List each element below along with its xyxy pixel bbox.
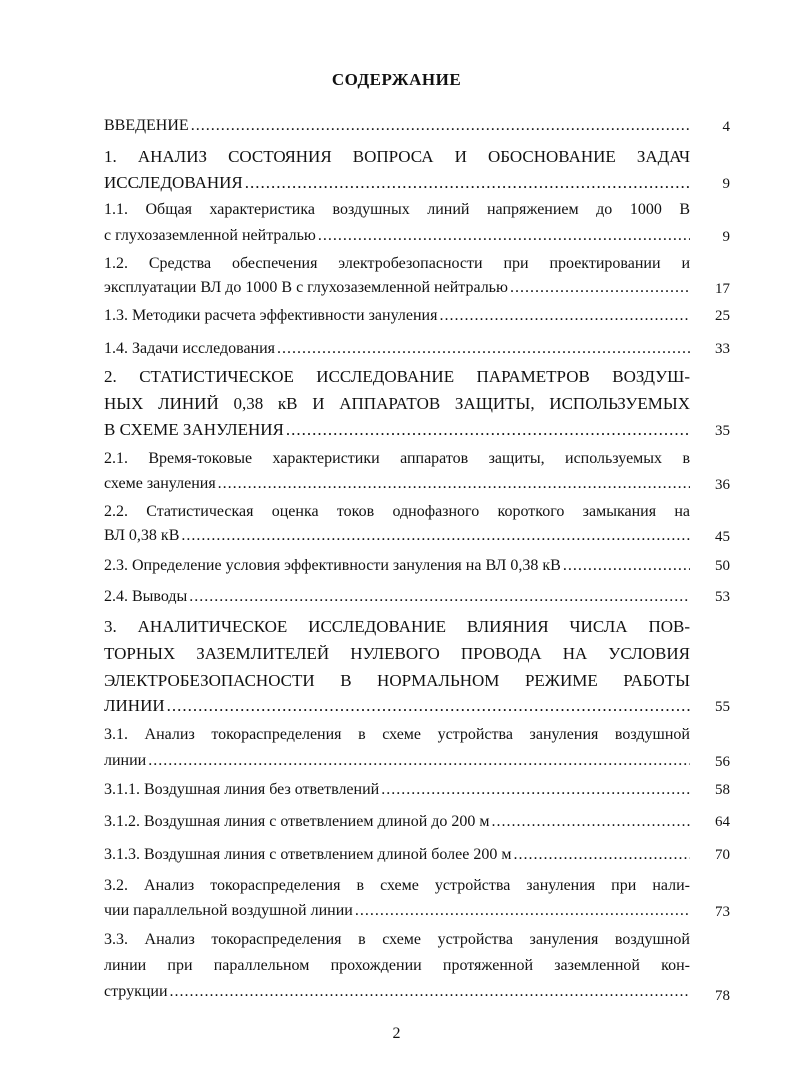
- toc-entry-chapter-3-cont: ЛИНИИ .....: [104, 697, 690, 715]
- toc-page-number: 4: [722, 119, 730, 135]
- toc-page-number: 73: [715, 904, 730, 920]
- leader-dots: [181, 527, 690, 545]
- toc-entry-3-3-cont: линии при параллельном прохождении протяженной заземленной кон-: [104, 957, 690, 974]
- leader-dots: [563, 557, 690, 575]
- leader-dots: [318, 227, 690, 245]
- leader-dots: [218, 475, 690, 493]
- toc-entry-1-1: 1.1. Общая характеристика воздушных линий напряжением до 1000 В: [104, 201, 690, 218]
- toc-page-number: 64: [715, 814, 730, 830]
- toc-entry-3-1-1: 3.1.1. Воздушная линия без ответвлений .....: [104, 781, 690, 799]
- toc-page-number: 9: [722, 176, 730, 192]
- toc-page-number: 17: [715, 281, 730, 297]
- toc-page-number: 78: [715, 988, 730, 1004]
- toc-page-number: 70: [715, 847, 730, 863]
- toc-page-number: 35: [715, 423, 730, 439]
- toc-entry-2-2: 2.2. Статистическая оценка токов однофазного короткого замыкания на: [104, 503, 690, 520]
- toc-entry-3-1: 3.1. Анализ токораспределения в схеме устройства зануления воздушной: [104, 726, 690, 743]
- toc-page-number: 33: [715, 341, 730, 357]
- page-number: 2: [392, 1025, 401, 1042]
- leader-dots: [148, 752, 690, 770]
- leader-dots: [191, 117, 690, 135]
- page-title: СОДЕРЖАНИЕ: [331, 70, 462, 89]
- toc-entry-1-4: 1.4. Задачи исследования .....: [104, 340, 690, 358]
- toc-page-number: 53: [715, 589, 730, 605]
- toc-page-number: 55: [715, 699, 730, 715]
- toc-page-number: 9: [722, 229, 730, 245]
- toc-entry-chapter-3: 3. АНАЛИТИЧЕСКОЕ ИССЛЕДОВАНИЕ ВЛИЯНИЯ ЧИСЛА ПОВ-: [104, 618, 690, 636]
- leader-dots: [167, 697, 690, 715]
- toc-entry-chapter-3-cont: ТОРНЫХ ЗАЗЕМЛИТЕЛЕЙ НУЛЕВОГО ПРОВОДА НА УСЛОВИЯ: [104, 645, 690, 663]
- leader-dots: [245, 174, 690, 192]
- toc-entry-3-2: 3.2. Анализ токораспределения в схеме устройства зануления при нали-: [104, 877, 690, 894]
- leader-dots: [170, 983, 690, 1001]
- toc-entry-2-2-cont: ВЛ 0,38 кВ .....: [104, 527, 690, 545]
- toc-entry-3-1-cont: линии .....: [104, 752, 690, 770]
- toc-entry-1-2-cont: эксплуатации ВЛ до 1000 В с глухозаземленной нейтралью .....: [104, 279, 690, 297]
- toc-page-number: 36: [715, 477, 730, 493]
- toc-entry-3-2-cont: чии параллельной воздушной линии .....: [104, 902, 690, 920]
- toc-entry-3-3: 3.3. Анализ токораспределения в схеме устройства зануления воздушной: [104, 931, 690, 948]
- toc-entry-chapter-1: 1. АНАЛИЗ СОСТОЯНИЯ ВОПРОСА И ОБОСНОВАНИЕ ЗАДАЧ: [104, 148, 690, 166]
- toc-entry-chapter-3-cont: ЭЛЕКТРОБЕЗОПАСНОСТИ В НОРМАЛЬНОМ РЕЖИМЕ РАБОТЫ: [104, 672, 690, 690]
- toc-entry-2-3: 2.3. Определение условия эффективности зануления на ВЛ 0,38 кВ .....: [104, 557, 690, 575]
- toc-entry-1-3: 1.3. Методики расчета эффективности зануления .....: [104, 307, 690, 325]
- toc-entry-1-2: 1.2. Средства обеспечения электробезопасности при проектировании и: [104, 255, 690, 272]
- leader-dots: [514, 846, 691, 864]
- toc-page-number: 56: [715, 754, 730, 770]
- toc-entry-2-1-cont: схеме зануления .....: [104, 475, 690, 493]
- toc-entry-3-1-2: 3.1.2. Воздушная линия с ответвлением длиной до 200 м .....: [104, 813, 690, 831]
- toc-entry-chapter-2-cont: НЫХ ЛИНИЙ 0,38 кВ И АППАРАТОВ ЗАЩИТЫ, ИСПОЛЬЗУЕМЫХ: [104, 395, 690, 413]
- toc-page-number: 25: [715, 308, 730, 324]
- toc-entry-chapter-2-cont: В СХЕМЕ ЗАНУЛЕНИЯ .....: [104, 421, 690, 439]
- leader-dots: [355, 902, 690, 920]
- leader-dots: [189, 588, 690, 606]
- toc-entry-2-1: 2.1. Время-токовые характеристики аппаратов защиты, используемых в: [104, 450, 690, 467]
- leader-dots: [510, 279, 690, 297]
- leader-dots: [381, 781, 690, 799]
- leader-dots: [277, 340, 690, 358]
- toc-page-number: 58: [715, 782, 730, 798]
- toc-entry-introduction: ВВЕДЕНИЕ .....: [104, 117, 690, 135]
- leader-dots: [286, 421, 690, 439]
- toc-entry-2-4: 2.4. Выводы .....: [104, 588, 690, 606]
- leader-dots: [439, 307, 690, 325]
- toc-page-number: 50: [715, 558, 730, 574]
- toc-page-number: 45: [715, 529, 730, 545]
- toc-entry-3-1-3: 3.1.3. Воздушная линия с ответвлением длиной более 200 м .....: [104, 846, 690, 864]
- leader-dots: [492, 813, 690, 831]
- toc-entry-chapter-2: 2. СТАТИСТИЧЕСКОЕ ИССЛЕДОВАНИЕ ПАРАМЕТРОВ ВОЗДУШ-: [104, 368, 690, 386]
- toc-entry-chapter-1-cont: ИССЛЕДОВАНИЯ .....: [104, 174, 690, 192]
- toc-entry-3-3-cont: струкции .....: [104, 983, 690, 1001]
- toc-entry-1-1-cont: с глухозаземленной нейтралью .....: [104, 227, 690, 245]
